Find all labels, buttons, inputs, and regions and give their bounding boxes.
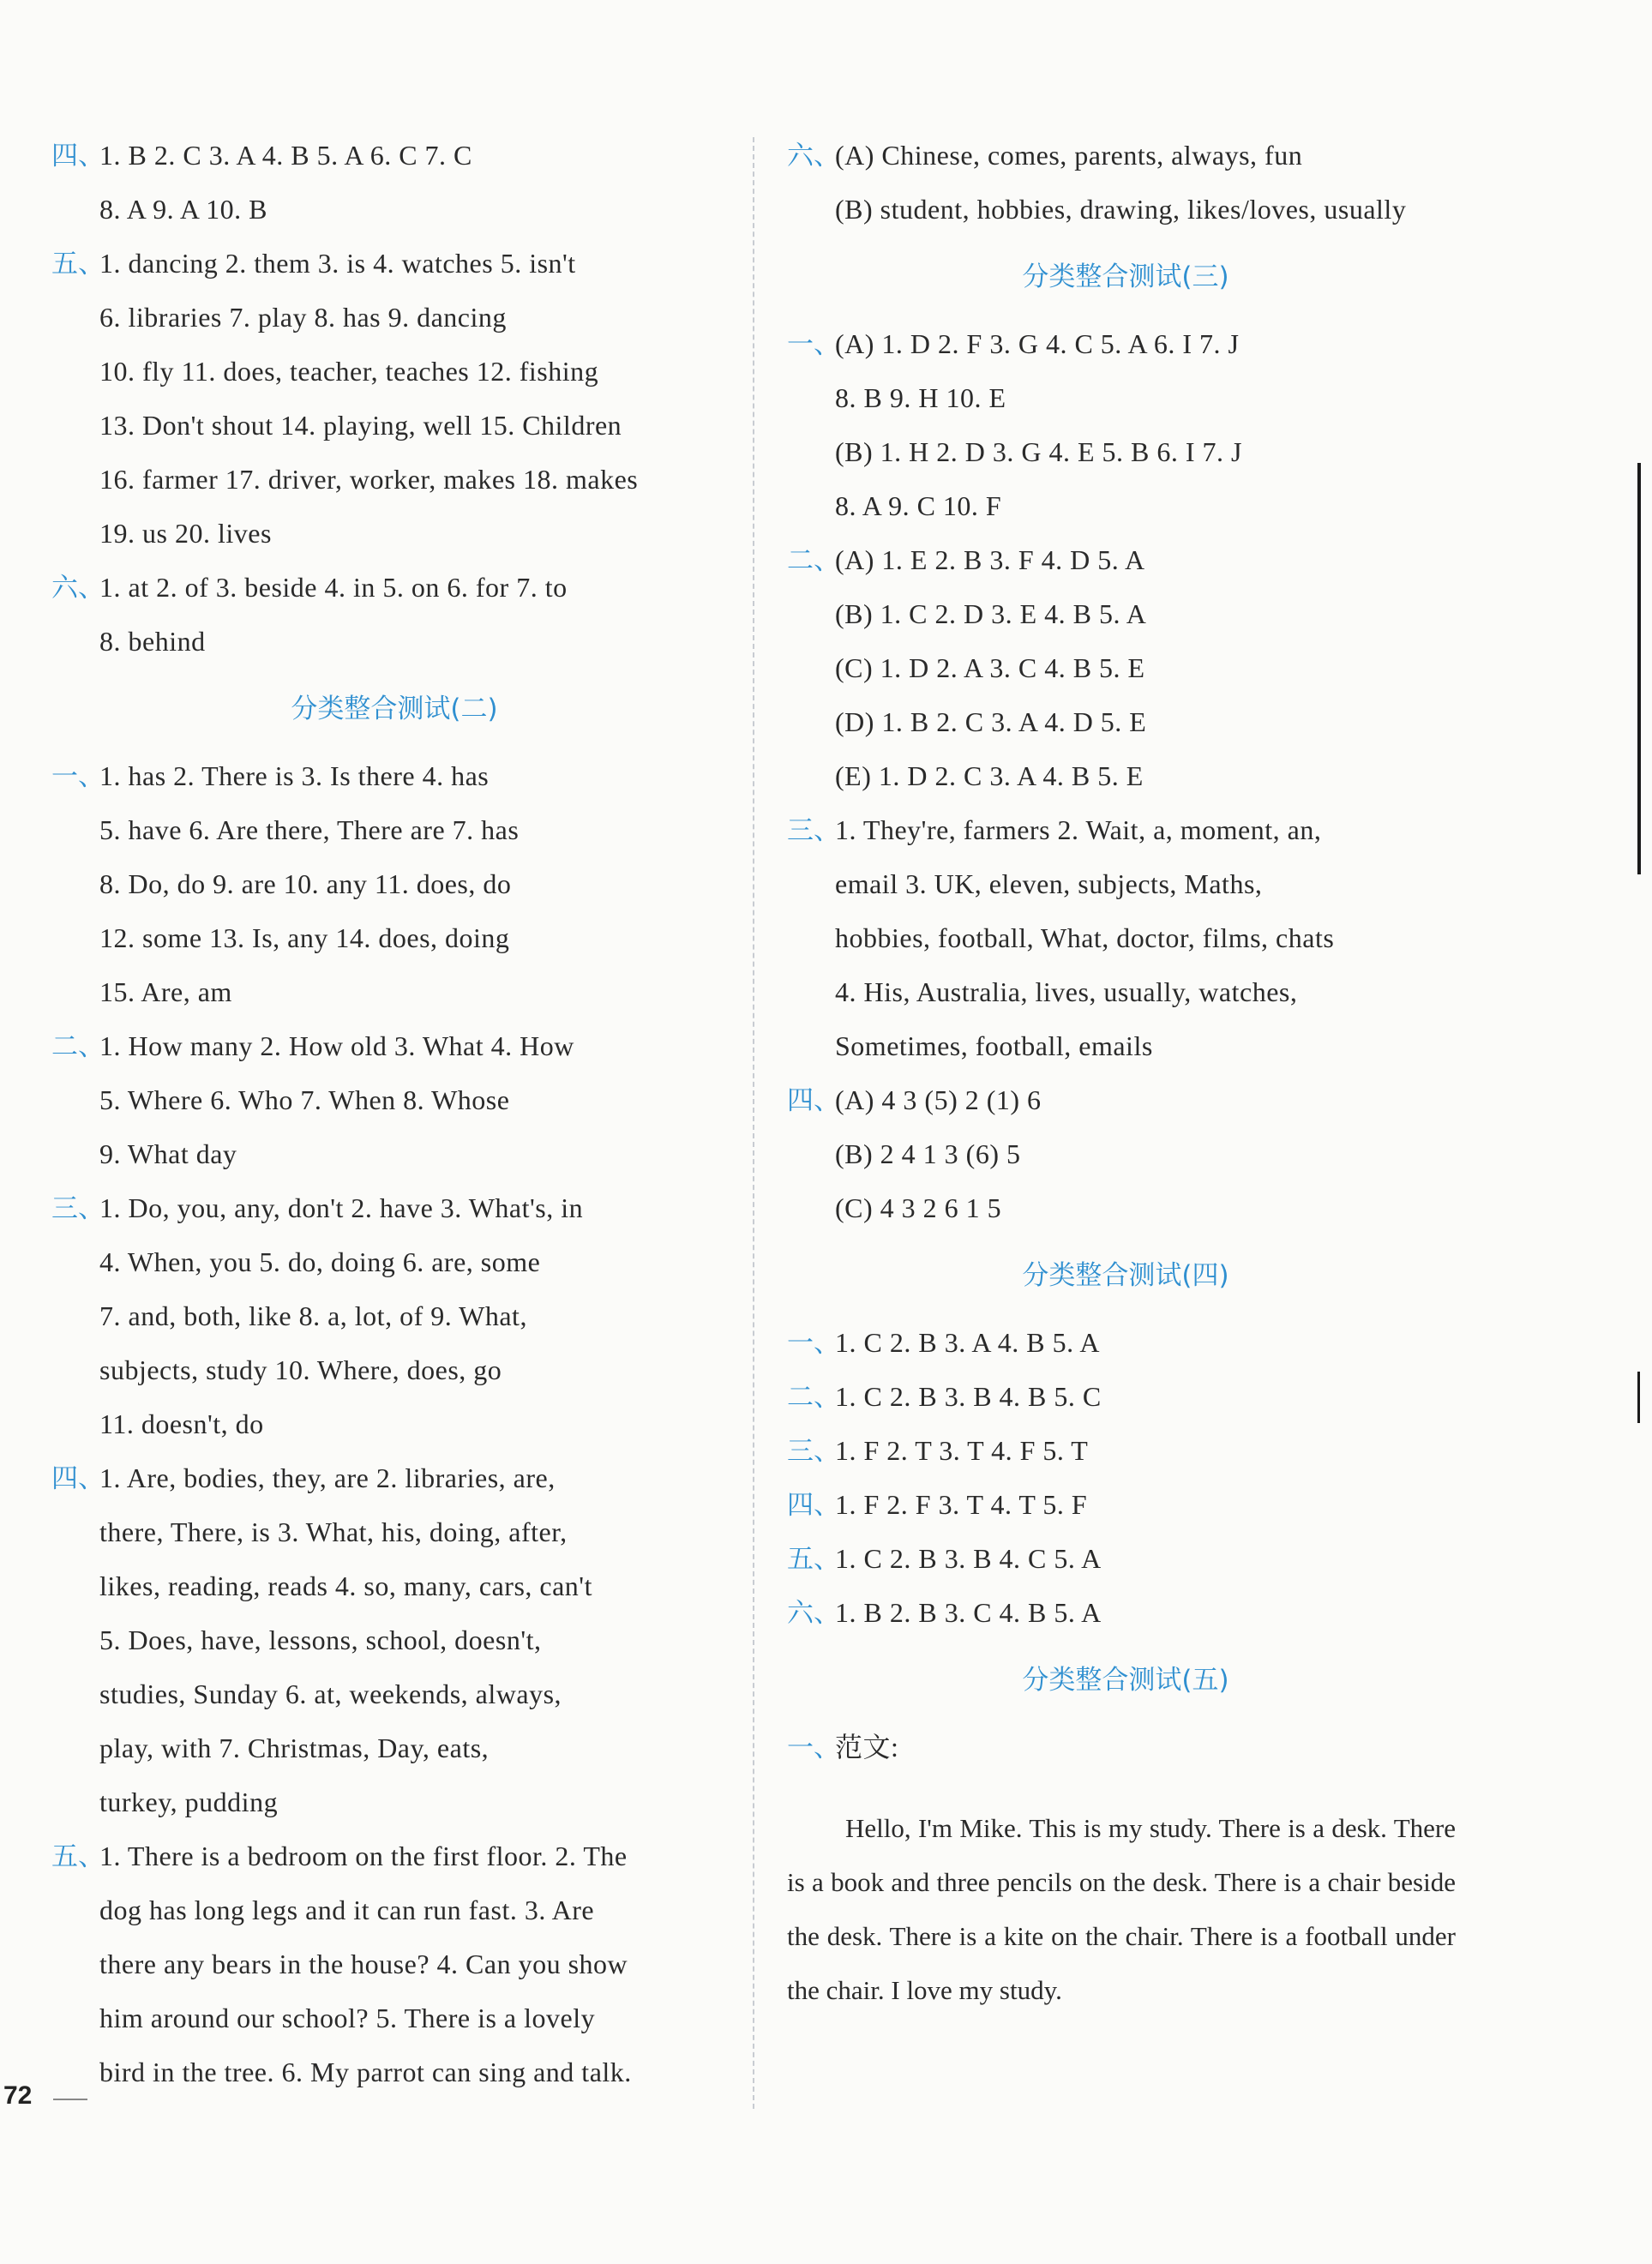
answer-line — [51, 1721, 737, 1775]
answer-text: 4. When, you 5. do, doing 6. are, some — [99, 1246, 541, 1277]
question-group-marker: 五、 — [51, 249, 105, 279]
answer-line — [51, 1019, 737, 1073]
answer-text: 15. Are, am — [99, 976, 232, 1007]
question-group-marker: 四、 — [51, 141, 105, 171]
answer-line — [787, 1370, 1464, 1424]
answer-text: studies, Sunday 6. at, weekends, always, — [99, 1678, 562, 1709]
left-answer-column — [51, 129, 737, 2099]
question-group-marker: 一、 — [787, 1733, 840, 1763]
answer-text: 1. Are, bodies, they, are 2. libraries, are, — [99, 1462, 556, 1493]
answer-text: 8. Do, do 9. are 10. any 11. does, do — [99, 868, 512, 899]
scan-edge-mark — [1637, 463, 1641, 874]
answer-text: 1. There is a bedroom on the first floor. 2. The — [99, 1841, 628, 1871]
answer-text: 8. A 9. C 10. F — [835, 490, 1002, 521]
scan-edge-mark — [1637, 1372, 1640, 1423]
answer-text: him around our school? 5. There is a lovely — [99, 2003, 596, 2033]
answer-line — [51, 1289, 737, 1343]
answer-line — [787, 317, 1464, 371]
answer-line — [51, 749, 737, 803]
answer-line — [787, 695, 1464, 749]
section-title: 分类整合测试(三) — [1022, 261, 1229, 292]
answer-text: hobbies, football, What, doctor, films, chats — [835, 922, 1335, 953]
answer-text: (D) 1. B 2. C 3. A 4. D 5. E — [835, 706, 1147, 737]
answer-line — [51, 1991, 737, 2045]
answer-line — [787, 587, 1464, 641]
section-title: 分类整合测试(二) — [291, 694, 498, 724]
section-title: 分类整合测试(四) — [1022, 1260, 1229, 1291]
answer-line — [787, 1073, 1464, 1127]
answer-line — [787, 911, 1464, 965]
answer-text: 5. Does, have, lessons, school, doesn't, — [99, 1624, 542, 1655]
answer-line — [787, 129, 1464, 183]
answer-line — [51, 1235, 737, 1289]
answer-text: 9. What day — [99, 1138, 237, 1169]
question-group-marker: 四、 — [51, 1463, 105, 1494]
answer-text: 13. Don't shout 14. playing, well 15. Children — [99, 410, 622, 441]
answer-text: 8. B 9. H 10. E — [835, 382, 1006, 413]
answer-text: 11. doesn't, do — [99, 1408, 264, 1439]
answer-line — [51, 857, 737, 911]
answer-text: (B) student, hobbies, drawing, likes/loves, usually — [835, 194, 1407, 225]
answer-text: subjects, study 10. Where, does, go — [99, 1354, 502, 1385]
answer-line — [51, 911, 737, 965]
question-group-marker: 一、 — [787, 329, 840, 360]
answer-line — [51, 237, 737, 291]
answer-line — [787, 1019, 1464, 1073]
answer-text: 8. A 9. A 10. B — [99, 194, 267, 225]
answer-text: 12. some 13. Is, any 14. does, doing — [99, 922, 510, 953]
answer-text: (A) 1. E 2. B 3. F 4. D 5. A — [835, 544, 1145, 575]
answer-line — [787, 857, 1464, 911]
answer-line — [51, 1883, 737, 1937]
answer-text: 1. F 2. F 3. T 4. T 5. F — [835, 1489, 1088, 1520]
answer-text: 1. C 2. B 3. B 4. B 5. C — [835, 1381, 1102, 1412]
answer-text: 1. B 2. C 3. A 4. B 5. A 6. C 7. C — [99, 140, 472, 171]
page-number: 72 — [3, 2081, 33, 2110]
answer-text: (B) 1. C 2. D 3. E 4. B 5. A — [835, 598, 1147, 629]
question-group-marker: 二、 — [787, 1382, 840, 1413]
answer-line — [787, 749, 1464, 803]
answer-text: (A) 4 3 (5) 2 (1) 6 — [835, 1084, 1042, 1115]
answer-line — [787, 533, 1464, 587]
answer-text: (E) 1. D 2. C 3. A 4. B 5. E — [835, 760, 1144, 791]
answer-line — [51, 1397, 737, 1451]
answer-text: likes, reading, reads 4. so, many, cars, can't — [99, 1570, 592, 1601]
answer-line — [51, 1775, 737, 1829]
answer-line — [787, 965, 1464, 1019]
answer-line — [51, 615, 737, 669]
answer-line — [787, 1316, 1464, 1370]
answer-text: 8. behind — [99, 626, 206, 657]
answer-line — [51, 183, 737, 237]
answer-line — [51, 1613, 737, 1667]
answer-line — [51, 2045, 737, 2099]
answer-text: turkey, pudding — [99, 1787, 279, 1817]
answer-text: (C) 4 3 2 6 1 5 — [835, 1192, 1002, 1223]
answer-line — [51, 345, 737, 399]
answer-text: (A) Chinese, comes, parents, always, fun — [835, 140, 1303, 171]
answer-text: (B) 2 4 1 3 (6) 5 — [835, 1138, 1021, 1169]
answer-line — [51, 803, 737, 857]
answer-line — [787, 1478, 1464, 1532]
question-group-marker: 四、 — [787, 1490, 840, 1521]
answer-line — [51, 965, 737, 1019]
answer-text: 范文: — [835, 1732, 899, 1763]
answer-text: 5. Where 6. Who 7. When 8. Whose — [99, 1084, 510, 1115]
question-group-marker: 六、 — [787, 1598, 840, 1629]
answer-line — [51, 1073, 737, 1127]
answer-text: 7. and, both, like 8. a, lot, of 9. What, — [99, 1300, 527, 1331]
answer-line — [51, 561, 737, 615]
question-group-marker: 一、 — [51, 761, 105, 792]
answer-text: 1. How many 2. How old 3. What 4. How — [99, 1030, 574, 1061]
answer-text: 1. at 2. of 3. beside 4. in 5. on 6. for 7. to — [99, 572, 568, 603]
answer-text: dog has long legs and it can run fast. 3. Are — [99, 1895, 595, 1925]
answer-text: (A) 1. D 2. F 3. G 4. C 5. A 6. I 7. J — [835, 328, 1240, 359]
question-group-marker: 三、 — [51, 1193, 105, 1224]
answer-line — [787, 1127, 1464, 1181]
answer-text: 1. dancing 2. them 3. is 4. watches 5. isn't — [99, 248, 576, 279]
answer-text: bird in the tree. 6. My parrot can sing and talk. — [99, 2057, 632, 2087]
answer-line — [787, 1424, 1464, 1478]
answer-text: 1. They're, farmers 2. Wait, a, moment, an, — [835, 814, 1322, 845]
answer-text: 1. C 2. B 3. B 4. C 5. A — [835, 1543, 1102, 1574]
answer-line — [787, 641, 1464, 695]
question-group-marker: 四、 — [787, 1085, 840, 1116]
answer-text: 16. farmer 17. driver, worker, makes 18. makes — [99, 464, 639, 495]
answer-text: there, There, is 3. What, his, doing, after, — [99, 1516, 568, 1547]
answer-text: 10. fly 11. does, teacher, teaches 12. fishing — [99, 356, 599, 387]
answer-line — [51, 1667, 737, 1721]
model-essay: Hello, I'm Mike. This is my study. There is a desk. There is a book and three pencils on the desk. There is a chair beside the desk. There is a kite on the chair. There is a football under the chair. I love my study. — [787, 1813, 1456, 2005]
answer-line — [51, 399, 737, 453]
answer-line — [787, 1586, 1464, 1640]
answer-line — [51, 291, 737, 345]
answer-text: email 3. UK, eleven, subjects, Maths, — [835, 868, 1263, 899]
question-group-marker: 五、 — [51, 1841, 105, 1872]
answer-line — [51, 129, 737, 183]
answer-line — [51, 1829, 737, 1883]
question-group-marker: 六、 — [787, 141, 840, 171]
answer-text: 4. His, Australia, lives, usually, watches, — [835, 976, 1298, 1007]
answer-line — [787, 1721, 1464, 1775]
question-group-marker: 五、 — [787, 1544, 840, 1575]
question-group-marker: 六、 — [51, 573, 105, 604]
answer-line — [51, 507, 737, 561]
answer-text: 1. Do, you, any, don't 2. have 3. What's, in — [99, 1192, 584, 1223]
question-group-marker: 三、 — [787, 815, 840, 846]
answer-text: there any bears in the house? 4. Can you show — [99, 1949, 628, 1979]
answer-line — [787, 425, 1464, 479]
answer-line — [787, 803, 1464, 857]
answer-line — [787, 371, 1464, 425]
answer-line — [51, 1181, 737, 1235]
right-answer-column — [787, 129, 1464, 2044]
answer-text: Sometimes, football, emails — [835, 1030, 1153, 1061]
answer-text: play, with 7. Christmas, Day, eats, — [99, 1733, 490, 1763]
answer-text: 1. C 2. B 3. A 4. B 5. A — [835, 1327, 1100, 1358]
answer-text: (C) 1. D 2. A 3. C 4. B 5. E — [835, 652, 1145, 683]
answer-line — [51, 1559, 737, 1613]
answer-text: 1. F 2. T 3. T 4. F 5. T — [835, 1435, 1089, 1466]
section-title: 分类整合测试(五) — [1022, 1665, 1229, 1696]
answer-line — [51, 1451, 737, 1505]
question-group-marker: 二、 — [787, 545, 840, 576]
answer-text: 19. us 20. lives — [99, 518, 272, 549]
answer-line — [51, 1505, 737, 1559]
answer-line — [51, 1343, 737, 1397]
column-divider — [753, 137, 754, 2109]
question-group-marker: 二、 — [51, 1031, 105, 1062]
answer-line — [51, 1937, 737, 1991]
question-group-marker: 三、 — [787, 1436, 840, 1467]
answer-text: 1. has 2. There is 3. Is there 4. has — [99, 760, 490, 791]
answer-text: 6. libraries 7. play 8. has 9. dancing — [99, 302, 507, 333]
answer-line — [787, 1532, 1464, 1586]
question-group-marker: 一、 — [787, 1328, 840, 1359]
answer-line — [51, 453, 737, 507]
answer-line — [51, 1127, 737, 1181]
answer-line — [787, 1181, 1464, 1235]
answer-text: (B) 1. H 2. D 3. G 4. E 5. B 6. I 7. J — [835, 436, 1242, 467]
answer-line — [787, 479, 1464, 533]
answer-text: 5. have 6. Are there, There are 7. has — [99, 814, 520, 845]
page-number-rule — [53, 2099, 87, 2100]
answer-text: 1. B 2. B 3. C 4. B 5. A — [835, 1597, 1102, 1628]
answer-line — [787, 183, 1464, 237]
